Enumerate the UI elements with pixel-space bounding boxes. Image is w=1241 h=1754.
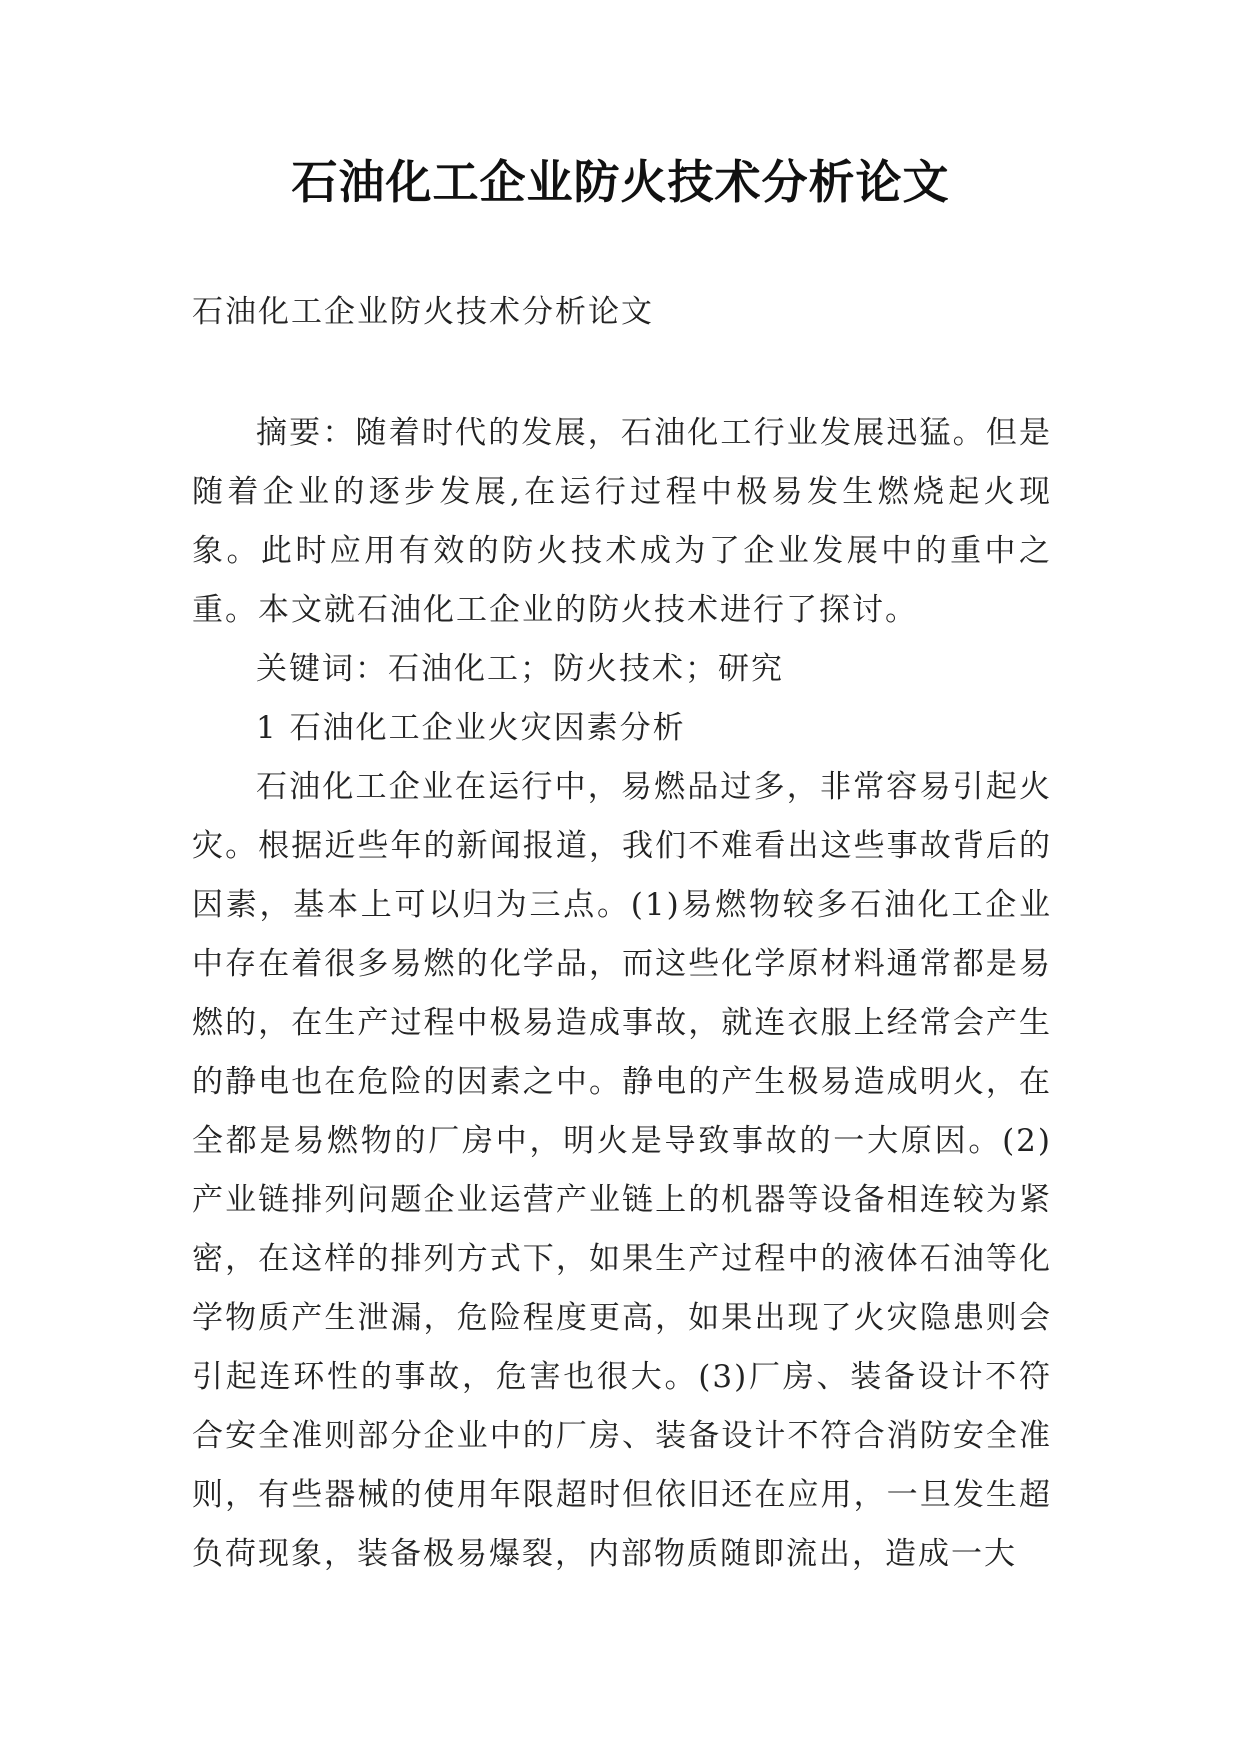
document-body	[192, 404, 1052, 1584]
document-title: 石油化工企业防火技术分析论文	[291, 155, 950, 209]
body-paragraph: 石油化工企业在运行中，易燃品过多，非常容易引起火灾。根据近些年的新闻报道，我们不难看出这些事故背后的因素，基本上可以归为三点。(1)易燃物较多石油化工企业中存在着很多易燃的化学品，而这些化学原材料通常都是易燃的，在生产过程中极易造成事故，就连衣服上经常会产生的静电也在危险的因素之中。静电的产生极易造成明火，在全都是易燃物的厂房中，明火是导致事故的一大原因。(2)产业链排列问题企业运营产业链上的机器等设备相连较为紧密，在这样的排列方式下，如果生产过程中的液体石油等化学物质产生泄漏，危险程度更高，如果出现了火灾隐患则会引起连环性的事故，危害也很大。(3)厂房、装备设计不符合安全准则部分企业中的厂房、装备设计不符合消防安全准则，有些器械的使用年限超时但依旧还在应用，一旦发生超负荷现象，装备极易爆裂，内部物质随即流出，造成一大	[192, 769, 1052, 1572]
section-heading: 1 石油化工企业火灾因素分析	[256, 710, 686, 746]
keywords-paragraph: 关键词：石油化工；防火技术；研究	[256, 651, 784, 687]
abstract-paragraph: 摘要：随着时代的发展，石油化工行业发展迅猛。但是随着企业的逐步发展,在运行过程中极易发生燃烧起火现象。此时应用有效的防火技术成为了企业发展中的重中之重。本文就石油化工企业的防火技术进行了探讨。	[192, 415, 1052, 628]
document-subtitle: 石油化工企业防火技术分析论文	[192, 294, 654, 330]
